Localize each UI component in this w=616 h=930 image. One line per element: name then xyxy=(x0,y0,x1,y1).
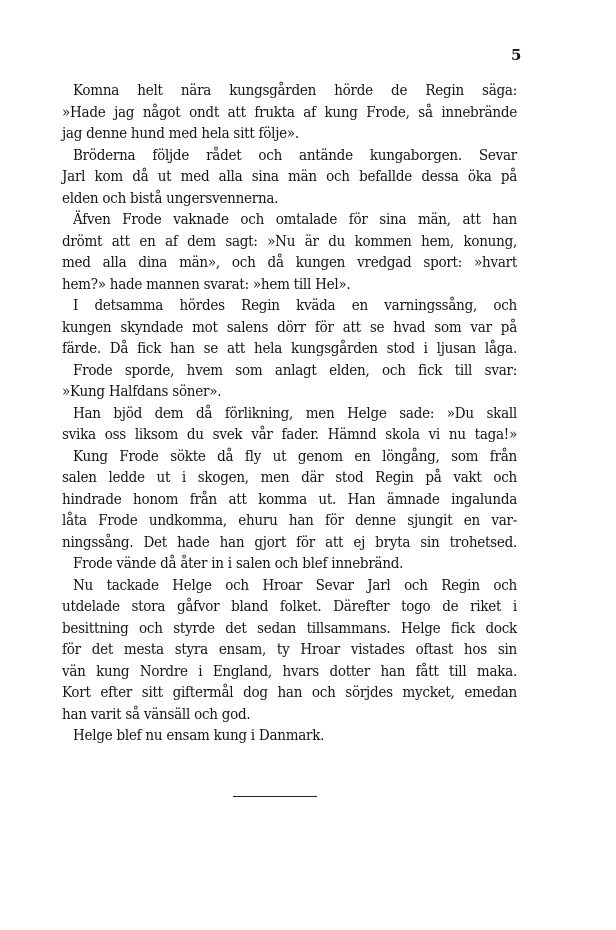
body-text xyxy=(62,80,517,747)
text-line: »Kung Halfdans söner». xyxy=(62,382,222,400)
text-line: hindrade honom från att komma ut. Han ämnade ingalunda xyxy=(62,489,517,508)
text-line: svika oss liksom du svek vår fader. Hämnd skola vi nu taga!» xyxy=(62,425,517,443)
text-line: drömt att en af dem sagt: »Nu är du kommen hem, konung, xyxy=(62,231,517,250)
end-rule xyxy=(233,796,317,797)
text-line: Helge blef nu ensam kung i Danmark. xyxy=(73,726,325,744)
text-line: Äfven Frode vaknade och omtalade för sina män, att han xyxy=(73,210,517,228)
text-line: elden och bistå ungersvennerna. xyxy=(62,188,279,207)
text-line: I detsamma hördes Regin kväda en varningssång, och xyxy=(73,296,517,314)
text-line: färde. Då fick han se att hela kungsgården stod i ljusan låga. xyxy=(62,339,517,357)
text-line: jag denne hund med hela sitt följe». xyxy=(62,124,299,142)
text-line: låta Frode undkomma, ehuru han för denne sjungit en var- xyxy=(62,511,517,529)
text-line: Han bjöd dem då förlikning, men Helge sade: »Du skall xyxy=(73,403,517,422)
text-line: ningssång. Det hade han gjort för att ej bryta sin trohetsed. xyxy=(62,532,517,551)
text-line: hem?» hade mannen svarat: »hem till Hel». xyxy=(62,274,351,293)
text-line: Frode vände då åter in i salen och blef innebränd. xyxy=(73,554,404,572)
text-line: »Hade jag något ondt att frukta af kung Frode, så innebrände xyxy=(62,102,517,121)
text-line: för det mesta styra ensam, ty Hroar vistades oftast hos sin xyxy=(62,640,517,658)
text-line: Komna helt nära kungsgården hörde de Regin säga: xyxy=(73,81,517,99)
text-line: kungen skyndade mot salens dörr för att se hvad som var på xyxy=(62,317,517,336)
text-line: besittning och styrde det sedan tillsammans. Helge fick dock xyxy=(62,618,517,637)
text-line: Nu tackade Helge och Hroar Sevar Jarl och Regin och xyxy=(73,575,517,594)
text-line: Kung Frode sökte då fly ut genom en löngång, som från xyxy=(73,446,517,465)
page-number: 5 xyxy=(511,46,522,64)
text-line: med alla dina män», och då kungen vredgad sport: »hvart xyxy=(62,253,517,271)
text-line: Bröderna följde rådet och antände kungaborgen. Sevar xyxy=(73,145,517,164)
text-line: Kort efter sitt giftermål dog han och sörjdes mycket, emedan xyxy=(62,683,517,701)
text-line: han varit så vänsäll och god. xyxy=(62,704,251,723)
text-line: utdelade stora gåfvor bland folket. Därefter togo de riket i xyxy=(62,597,517,615)
text-line: Jarl kom då ut med alla sina män och befallde dessa öka på xyxy=(62,167,517,185)
text-line: vän kung Nordre i England, hvars dotter han fått till maka. xyxy=(62,661,517,680)
text-line: Frode sporde, hvem som anlagt elden, och fick till svar: xyxy=(73,360,517,379)
text-line: salen ledde ut i skogen, men där stod Regin på vakt och xyxy=(62,468,517,486)
